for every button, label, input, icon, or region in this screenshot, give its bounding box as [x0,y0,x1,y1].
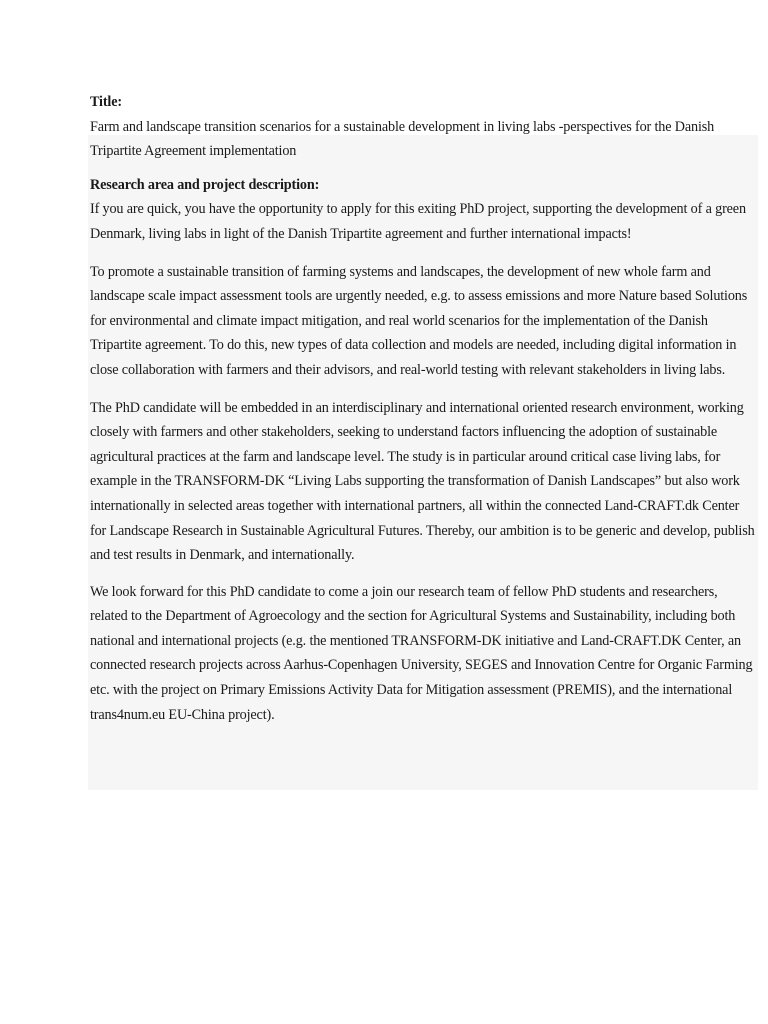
research-heading: Research area and project description: [90,176,320,193]
paragraph-transition: To promote a sustainable transition of farming systems and landscapes, the development of new whole farm and landscape scale impact assessment tools are urgently needed, e.g. to assess emissions and more Nature based Solutions for environmental and climate impact mitigation, and real world scenarios for the implementation of the Danish Tripartite agreement. To do this, new types of data collection and models are needed, including digital information in close collaboration with farmers and their advisors, and real-world testing with relevant stakeholders in living labs. [90,263,748,378]
title-section [90,90,758,164]
research-section [90,173,758,727]
title-text: Farm and landscape transition scenarios for a sustainable development in living labs -perspectives for the Danish Tripartite Agreement implementation [90,118,715,160]
paragraph-team: We look forward for this PhD candidate to come a join our research team of fellow PhD students and researchers, related to the Department of Agroecology and the section for Agricultural Systems and Sustainability, including both national and international projects (e.g. the mentioned TRANSFORM-DK initiative and Land-CRAFT.DK Center, an connected research projects across Aarhus-Copenhagen University, SEGES and Innovation Centre for Organic Farming etc. with the project on Primary Emissions Activity Data for Mitigation assessment (PREMIS), and the international trans4num.eu EU-China project). [90,583,753,723]
paragraph-intro: If you are quick, you have the opportunity to apply for this exiting PhD project, supporting the development of a green Denmark, living labs in light of the Danish Tripartite agreement and further international impacts! [90,201,746,242]
title-heading: Title: [90,94,122,110]
document-body [90,90,758,740]
paragraph-candidate: The PhD candidate will be embedded in an interdisciplinary and international oriented research environment, working closely with farmers and other stakeholders, seeking to understand factors influencing the adoption of sustainable agricultural practices at the farm and landscape level. The study is in particular around critical case living labs, for example in the TRANSFORM-DK “Living Labs supporting the transformation of Danish Landscapes” but also work internationally in selected areas together with international partners, all within the connected Land-CRAFT.dk Center for Landscape Research in Sustainable Agricultural Futures. Thereby, our ambition is to be generic and develop, publish and test results in Denmark, and internationally. [90,399,755,564]
